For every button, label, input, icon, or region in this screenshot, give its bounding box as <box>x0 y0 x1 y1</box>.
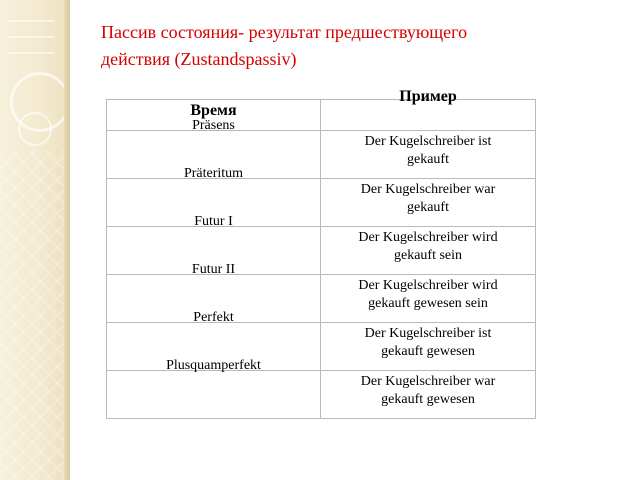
tense-example <box>321 227 536 275</box>
tense-example <box>321 179 536 227</box>
decorative-side-strip <box>0 0 70 480</box>
example-line-2: gekauft gewesen <box>381 392 475 407</box>
example-line-1: Der Kugelschreiber ist <box>364 134 492 149</box>
table-row <box>107 371 536 419</box>
example-line-1: Der Kugelschreiber ist <box>364 326 492 341</box>
header-example <box>321 88 536 131</box>
tense-example <box>321 323 536 371</box>
example-line-1: Der Kugelschreiber war <box>360 182 496 197</box>
example-line-2: gekauft <box>407 152 449 167</box>
example-line-1: Der Kugelschreiber wird <box>358 278 498 293</box>
tense-table <box>106 88 536 419</box>
tense-name-text: Plusquamperfekt <box>166 358 261 373</box>
decorative-pattern <box>0 150 64 480</box>
slide-title-line-1: Пассив состояния- результат предшествующего <box>101 22 468 42</box>
decorative-band <box>8 20 54 22</box>
example-line-1: Der Kugelschreiber war <box>360 374 496 389</box>
tense-name-text: Futur I <box>194 214 233 229</box>
slide-title <box>101 19 621 73</box>
decorative-ring-icon <box>18 112 52 146</box>
example-line-2: gekauft gewesen sein <box>368 296 488 311</box>
tense-name <box>107 358 321 419</box>
tense-name-text: Präteritum <box>183 166 244 181</box>
decorative-strip-edge <box>64 0 70 480</box>
tense-name-text: Präsens <box>192 118 235 133</box>
decorative-band <box>8 52 54 54</box>
example-line-2: gekauft sein <box>393 248 463 263</box>
tense-example <box>321 131 536 179</box>
example-line-1: Der Kugelschreiber wird <box>358 230 498 245</box>
tense-name-text: Perfekt <box>193 310 234 325</box>
decorative-band <box>8 36 54 38</box>
header-example-label: Пример <box>399 88 457 105</box>
example-line-2: gekauft gewesen <box>381 344 475 359</box>
header-time: Время <box>107 100 321 131</box>
tense-example <box>321 275 536 323</box>
slide-title-line-2: действия (Zustandspassiv) <box>101 49 297 69</box>
tense-name-text: Futur II <box>191 262 236 277</box>
tense-example <box>321 371 536 419</box>
example-line-2: gekauft <box>407 200 449 215</box>
